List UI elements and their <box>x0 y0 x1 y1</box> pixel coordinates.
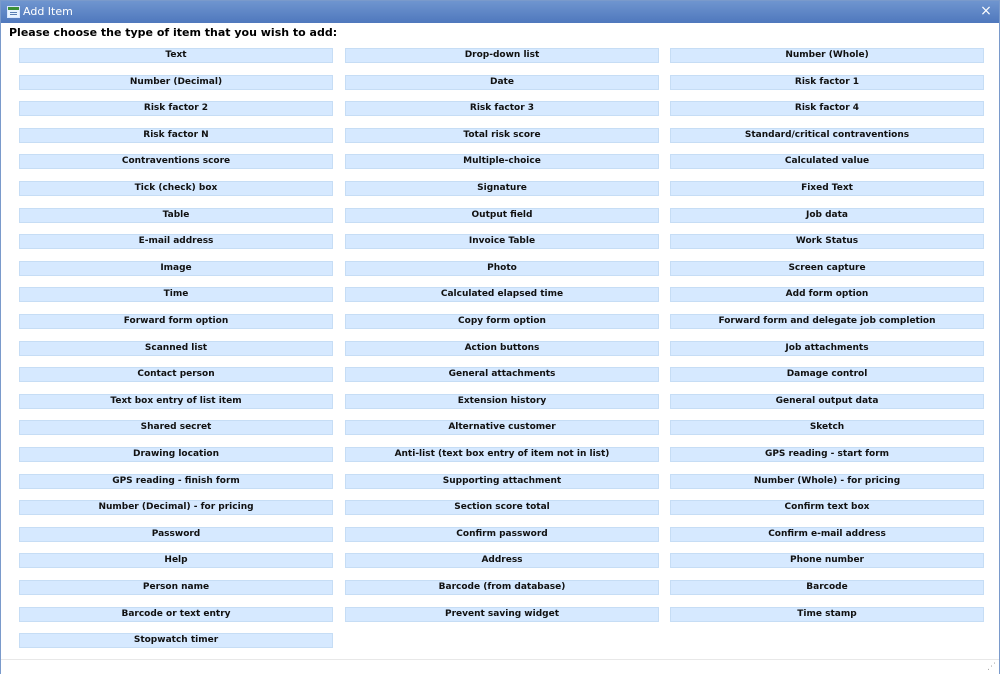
item-type-button[interactable]: Work Status <box>670 234 984 249</box>
item-type-button[interactable]: Standard/critical contraventions <box>670 128 984 143</box>
window-icon <box>7 6 20 18</box>
resize-grip-icon[interactable]: ⋰ <box>987 662 996 672</box>
item-type-button[interactable]: E-mail address <box>19 234 333 249</box>
item-type-button[interactable]: Number (Decimal) - for pricing <box>19 500 333 515</box>
close-icon[interactable]: × <box>980 3 992 19</box>
item-type-button[interactable]: Confirm text box <box>670 500 984 515</box>
item-type-button[interactable]: Job data <box>670 208 984 223</box>
item-type-button[interactable]: Person name <box>19 580 333 595</box>
item-type-button[interactable]: Text <box>19 48 333 63</box>
item-type-button[interactable]: Contact person <box>19 367 333 382</box>
item-type-button[interactable]: Barcode <box>670 580 984 595</box>
item-type-button[interactable]: General output data <box>670 394 984 409</box>
dialog-footer <box>1 659 999 674</box>
item-type-button[interactable]: Phone number <box>670 553 984 568</box>
item-type-button[interactable]: Screen capture <box>670 261 984 276</box>
item-type-button[interactable]: Job attachments <box>670 341 984 356</box>
item-type-button[interactable]: Risk factor 1 <box>670 75 984 90</box>
item-type-button[interactable]: Prevent saving widget <box>345 607 659 622</box>
item-type-button[interactable]: Multiple-choice <box>345 154 659 169</box>
instruction-text: Please choose the type of item that you wish to add: <box>9 26 338 39</box>
item-type-button[interactable]: Confirm e-mail address <box>670 527 984 542</box>
item-type-button[interactable]: Number (Whole) - for pricing <box>670 474 984 489</box>
item-type-button[interactable]: Drawing location <box>19 447 333 462</box>
item-type-button[interactable]: Text box entry of list item <box>19 394 333 409</box>
item-type-button[interactable]: Calculated elapsed time <box>345 287 659 302</box>
item-type-button[interactable]: General attachments <box>345 367 659 382</box>
item-type-button[interactable]: Date <box>345 75 659 90</box>
item-type-button[interactable]: Total risk score <box>345 128 659 143</box>
item-type-button[interactable]: Action buttons <box>345 341 659 356</box>
item-type-button[interactable]: Forward form and delegate job completion <box>670 314 984 329</box>
item-type-button[interactable]: Contraventions score <box>19 154 333 169</box>
item-type-button[interactable]: Forward form option <box>19 314 333 329</box>
item-type-button[interactable]: Barcode (from database) <box>345 580 659 595</box>
item-type-button[interactable]: Scanned list <box>19 341 333 356</box>
item-type-button[interactable]: Image <box>19 261 333 276</box>
dialog-content <box>1 23 999 659</box>
item-type-button[interactable]: Risk factor N <box>19 128 333 143</box>
item-type-button[interactable]: GPS reading - finish form <box>19 474 333 489</box>
item-type-button[interactable]: GPS reading - start form <box>670 447 984 462</box>
title-bar[interactable] <box>1 1 999 23</box>
item-type-button[interactable]: Photo <box>345 261 659 276</box>
item-type-button[interactable]: Risk factor 2 <box>19 101 333 116</box>
item-type-button[interactable]: Anti-list (text box entry of item not in list) <box>345 447 659 462</box>
item-type-button[interactable]: Damage control <box>670 367 984 382</box>
item-type-button[interactable]: Sketch <box>670 420 984 435</box>
item-type-button[interactable]: Calculated value <box>670 154 984 169</box>
item-type-button[interactable]: Time stamp <box>670 607 984 622</box>
item-type-button[interactable]: Alternative customer <box>345 420 659 435</box>
item-type-button[interactable]: Confirm password <box>345 527 659 542</box>
item-type-button[interactable]: Signature <box>345 181 659 196</box>
item-type-button[interactable]: Add form option <box>670 287 984 302</box>
item-type-button[interactable]: Extension history <box>345 394 659 409</box>
item-type-button[interactable]: Fixed Text <box>670 181 984 196</box>
item-type-button[interactable]: Tick (check) box <box>19 181 333 196</box>
item-type-button[interactable]: Output field <box>345 208 659 223</box>
item-type-button[interactable]: Address <box>345 553 659 568</box>
item-type-button[interactable]: Password <box>19 527 333 542</box>
item-type-button[interactable]: Time <box>19 287 333 302</box>
window-title: Add Item <box>23 5 73 18</box>
item-type-button[interactable]: Copy form option <box>345 314 659 329</box>
item-type-button[interactable]: Supporting attachment <box>345 474 659 489</box>
item-type-button[interactable]: Number (Whole) <box>670 48 984 63</box>
item-type-button[interactable]: Section score total <box>345 500 659 515</box>
item-type-button[interactable]: Invoice Table <box>345 234 659 249</box>
item-type-button[interactable]: Risk factor 3 <box>345 101 659 116</box>
item-type-button[interactable]: Drop-down list <box>345 48 659 63</box>
item-type-button[interactable]: Barcode or text entry <box>19 607 333 622</box>
item-type-button[interactable]: Shared secret <box>19 420 333 435</box>
item-type-button[interactable]: Risk factor 4 <box>670 101 984 116</box>
item-type-button[interactable]: Stopwatch timer <box>19 633 333 648</box>
item-type-button[interactable]: Help <box>19 553 333 568</box>
item-type-button[interactable]: Table <box>19 208 333 223</box>
item-type-button[interactable]: Number (Decimal) <box>19 75 333 90</box>
